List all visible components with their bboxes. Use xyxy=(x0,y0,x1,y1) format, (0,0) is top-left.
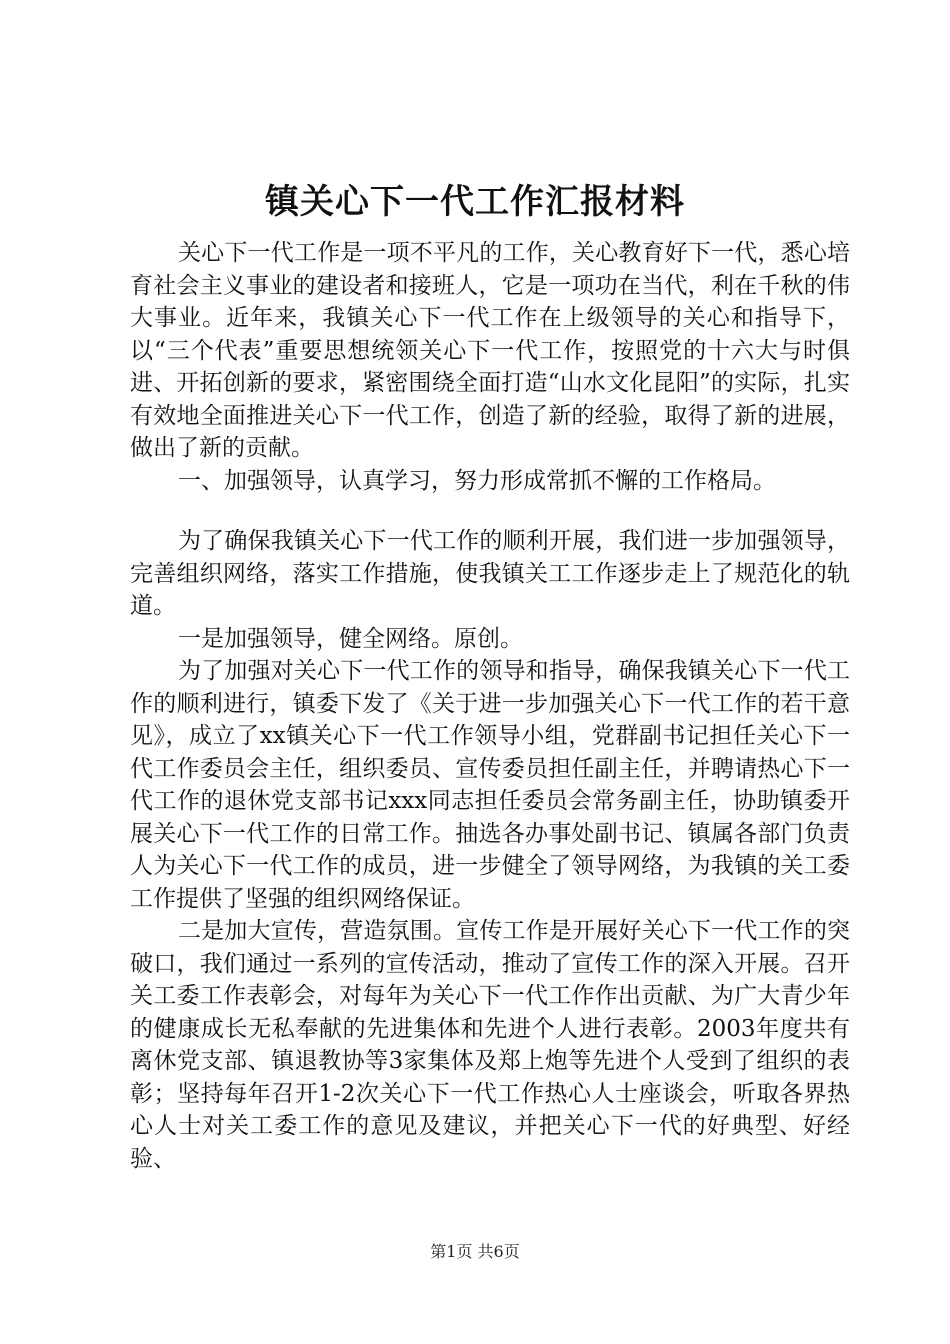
paragraph-intro: 关心下一代工作是一项不平凡的工作，关心教育好下一代，悉心培育社会主义事业的建设者和接班人，它是一项功在当代，利在千秋的伟大事业。近年来，我镇关心下一代工作在上级领导的关心和指导下，以“三个代表”重要思想统领关心下一代工作，按照党的十六大与时俱进、开拓创新的要求，紧密围绕全面打造“山水文化昆阳”的实际，扎实有效地全面推进关心下一代工作，创造了新的经验，取得了新的进展，做出了新的贡献。 xyxy=(130,240,850,461)
subheading-1: 一是加强领导，健全网络。原创。 xyxy=(178,625,523,652)
document-body xyxy=(130,237,850,1175)
document-title: 镇关心下一代工作汇报材料 xyxy=(265,182,685,222)
section-heading-1: 一、加强领导，认真学习，努力形成常抓不懈的工作格局。 xyxy=(178,467,776,494)
paragraph-leadership: 为了加强对关心下一代工作的领导和指导，确保我镇关心下一代工作的顺利进行，镇委下发了《关于进一步加强关心下一代工作的若干意见》，成立了xx镇关心下一代工作领导小组，党群副书记担任关心下一代工作委员会主任，组织委员、宣传委员担任副主任，并聘请热心下一代工作的退休党支部书记xxx同志担任委员会常务副主任，协助镇委开展关心下一代工作的日常工作。抽选各办事处副书记、镇属各部门负责人为关心下一代工作的成员，进一步健全了领导网络，为我镇的关工委工作提供了坚强的组织网络保证。 xyxy=(130,658,850,912)
paragraph-section-1-intro: 为了确保我镇关心下一代工作的顺利开展，我们进一步加强领导，完善组织网络，落实工作措施，使我镇关工工作逐步走上了规范化的轨道。 xyxy=(130,528,850,619)
page-footer: 第1页 共6页 xyxy=(430,1242,520,1261)
paragraph-publicity: 二是加大宣传，营造氛围。宣传工作是开展好关心下一代工作的突破口，我们通过一系列的宣传活动，推动了宣传工作的深入开展。召开关工委工作表彰会，对每年为关心下一代工作作出贡献、为广大青少年的健康成长无私奉献的先进集体和先进个人进行表彰。2003年度共有离休党支部、镇退教协等3家集体及郑上炮等先进个人受到了组织的表彰；坚持每年召开1-2次关心下一代工作热心人士座谈会，听取各界热心人士对关工委工作的意见及建议，并把关心下一代的好典型、好经验、 xyxy=(130,918,850,1172)
